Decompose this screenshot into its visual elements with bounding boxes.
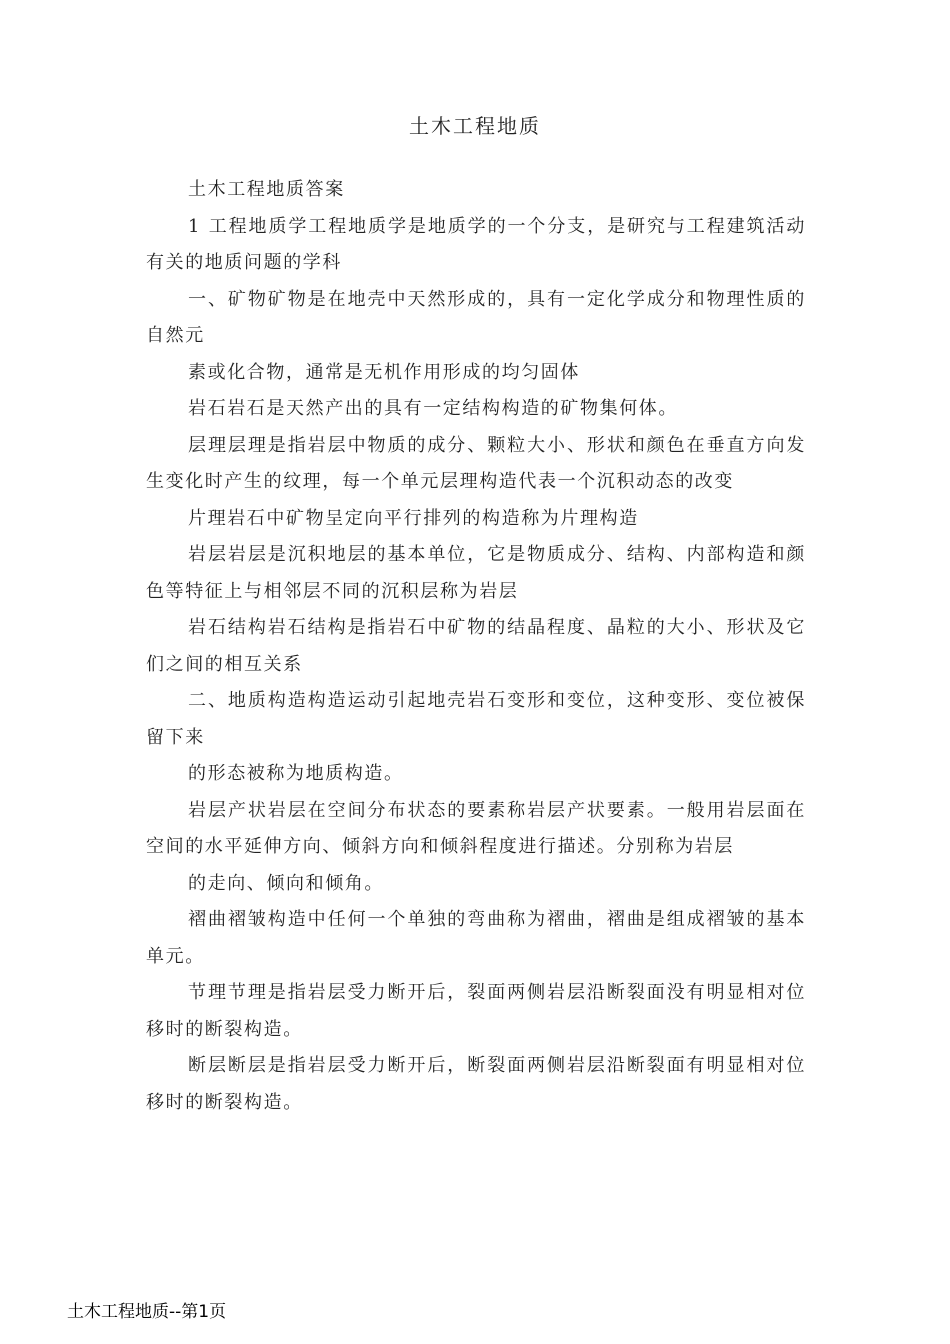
paragraph: 岩石岩石是天然产出的具有一定结构构造的矿物集何体。 xyxy=(188,398,678,419)
paragraph: 岩石结构岩石结构是指岩石中矿物的结晶程度、晶粒的大小、形状及它们之间的相互关系 xyxy=(146,617,806,675)
paragraph: 断层断层是指岩层受力断开后，断裂面两侧岩层沿断裂面有明显相对位移时的断裂构造。 xyxy=(146,1055,806,1113)
paragraph: 岩层岩层是沉积地层的基本单位，它是物质成分、结构、内部构造和颜色等特征上与相邻层不同的沉积层称为岩层 xyxy=(146,544,806,602)
document-body xyxy=(146,172,806,1121)
paragraph: 的形态被称为地质构造。 xyxy=(188,763,404,784)
paragraph: 褶曲褶皱构造中任何一个单独的弯曲称为褶曲，褶曲是组成褶皱的基本单元。 xyxy=(146,909,806,967)
paragraph: 的走向、倾向和倾角。 xyxy=(188,872,384,894)
page-title: 土木工程地质 xyxy=(409,114,541,138)
paragraph: 1 工程地质学工程地质学是地质学的一个分支，是研究与工程建筑活动有关的地质问题的学科 xyxy=(146,215,806,273)
paragraph: 层理层理是指岩层中物质的成分、颗粒大小、形状和颜色在垂直方向发生变化时产生的纹理，每一个单元层理构造代表一个沉积动态的改变 xyxy=(146,434,806,492)
paragraph: 二、地质构造构造运动引起地壳岩石变形和变位，这种变形、变位被保留下来 xyxy=(146,690,806,748)
paragraph: 一、矿物矿物是在地壳中天然形成的，具有一定化学成分和物理性质的自然元 xyxy=(146,288,806,346)
paragraph: 节理节理是指岩层受力断开后，裂面两侧岩层沿断裂面没有明显相对位移时的断裂构造。 xyxy=(146,982,806,1040)
paragraph: 素或化合物，通常是无机作用形成的均匀固体 xyxy=(188,361,580,383)
paragraph: 片理岩石中矿物呈定向平行排列的构造称为片理构造 xyxy=(188,507,639,529)
paragraph: 土木工程地质答案 xyxy=(188,179,345,200)
page-footer: 土木工程地质--第1页 xyxy=(67,1302,227,1322)
paragraph: 岩层产状岩层在空间分布状态的要素称岩层产状要素。一般用岩层面在空间的水平延伸方向、倾斜方向和倾斜程度进行描述。分别称为岩层 xyxy=(146,799,806,857)
